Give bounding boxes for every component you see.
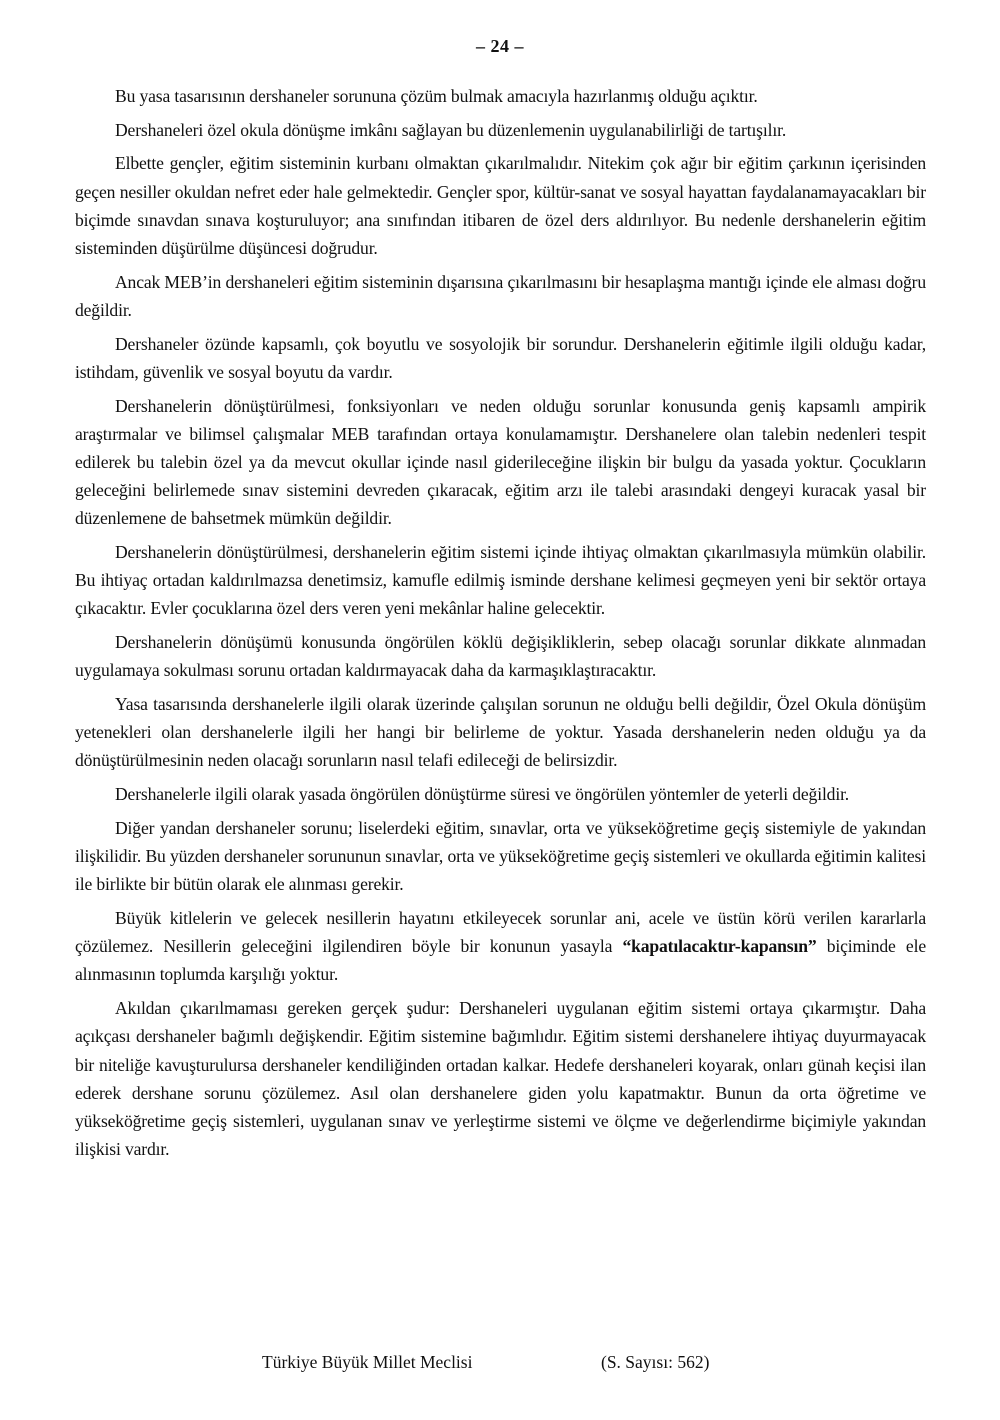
paragraph-with-emphasis — [75, 904, 926, 989]
paragraph: Bu yasa tasarısının dershaneler sorununa çözüm bulmak amacıyla hazırlanmış olduğu açıktır. — [115, 86, 758, 106]
paragraph: Dershaneler özünde kapsamlı, çok boyutlu ve sosyolojik bir sorundur. Dershanelerin eğitimle ilgili olduğu kadar, istihdam, güvenlik ve sosyal boyutu da vardır. — [75, 333, 926, 382]
paragraph: Dershanelerin dönüştürülmesi, fonksiyonları ve neden olduğu sorunlar konusunda geniş kapsamlı ampirik araştırmalar ve bilimsel çalışmalar MEB tarafından ortaya konulamamıştır. Dershanelere olan talebin nedenleri tespit edilerek bu talebin özel ya da mevcut okullar içinde nasıl giderileceğine ilişkin bir bulgu da yasada yoktur. Çocukların geleceğini belirlemede sınav sistemini devreden çıkaracak, eğitim arzı ile talebi arasındaki dengeyi kuracak yasal bir düzenlemene de bahsetmek mümkün değildir. — [75, 395, 926, 529]
document-body — [75, 82, 926, 1169]
paragraph: Diğer yandan dershaneler sorunu; liselerdeki eğitim, sınavlar, orta ve yükseköğretime geçiş sistemiyle de yakından ilişkilidir. Bu yüzden dershaneler sorununun sınavlar, orta ve yükseköğretime geçiş sistemleri ve okullarda eğitimin kalitesi ile birlikte bir bütün olarak ele alınması gerekir. — [75, 817, 926, 895]
paragraph: Dershanelerin dönüştürülmesi, dershanelerin eğitim sistemi içinde ihtiyaç olmaktan çıkarılmasıyla mümkün olabilir. Bu ihtiyaç ortadan kaldırılmazsa denetimsiz, kamufle edilmiş isminde dershane kelimesi geçmeyen yeni bir sektör ortaya çıkacaktır. Evler çocuklarına özel ders veren yeni mekânlar haline gelecektir. — [75, 542, 926, 619]
page-number: – 24 – — [476, 36, 524, 56]
paragraph: Ancak MEB’in dershaneleri eğitim sisteminin dışarısına çıkarılmasını bir hesaplaşma mantığı içinde ele alması doğru değildir. — [75, 271, 926, 320]
paragraph: Elbette gençler, eğitim sisteminin kurbanı olmaktan çıkarılmalıdır. Nitekim çok ağır bir eğitim çarkının içerisinden geçen nesiller okuldan nefret eder hale gelmektedir. Gençler spor, kültür-sanat ve sosyal hayattan faydalanamayacakları bir biçimde sınavdan sınava koşturuluyor; ana sınıfından itibaren de özel ders aldırılıyor. Bu nedenle dershanelerin eğitim sisteminden düşürülme düşüncesi doğrudur. — [75, 153, 926, 259]
paragraph: Dershaneleri özel okula dönüşme imkânı sağlayan bu düzenlemenin uygulanabilirliği de tartışılır. — [115, 119, 787, 140]
paragraph-text: biçiminde ele alınmasının toplumda karşılığı yoktur. — [75, 936, 926, 985]
paragraph: Akıldan çıkarılmaması gereken gerçek şudur: Dershaneleri uygulanan eğitim sistemi ortaya çıkarmıştır. Daha açıkçası dershaneler bağımlı değişkendir. Eğitim sistemine bağımlıdır. Eğitim sistemi dershanelere ihtiyaç duyurmayacak bir niteliğe kavuşturulursa dershaneler kendiliğinden ortadan kalkar. Hedefe dershaneleri koyarak, onları günah keçisi ilan ederek dershane sorunu çözülemez. Asıl olan dershanelere giden yolu kapatmaktır. Bunun da orta öğretime ve yükseköğretime geçiş sistemleri, uygulanan sınav ve yerleştirme sistemi ve ölçme ve değerlendirme biçimiyle yakından ilişkisi vardır. — [75, 998, 926, 1160]
footer-institution: Türkiye Büyük Millet Meclisi — [262, 1352, 473, 1372]
emphasized-quote: “kapatılacaktır-kapansın” — [622, 936, 817, 957]
paragraph: Dershanelerin dönüşümü konusunda öngörülen köklü değişikliklerin, sebep olacağı sorunlar dikkate alınmadan uygulamaya sokulması sorunu ortadan kaldırmayacak daha da karmaşıklaştıracaktır. — [75, 632, 926, 681]
paragraph: Dershanelerle ilgili olarak yasada öngörülen dönüştürme süresi ve öngörülen yöntemler de yeterli değildir. — [115, 784, 850, 805]
paragraph-text: Büyük kitlelerin ve gelecek nesillerin hayatını etkileyecek sorunlar ani, acele ve üstün körü verilen kararlarla çözülemez. Nesillerin geleceğini ilgilendiren böyle bir konunun yasayla — [75, 907, 926, 957]
footer-issue-number: (S. Sayısı: 562) — [601, 1352, 710, 1372]
paragraph: Yasa tasarısında dershanelerle ilgili olarak üzerinde çalışılan sorunun ne olduğu belli değildir, Özel Okula dönüşüm yetenekleri olan dershanelerle ilgili her hangi bir belirleme de yoktur. Yasada dershanelerin neden olduğu ya da dönüştürülmesinin neden olacağı sorunların nasıl telafi edileceği de belirsizdir. — [75, 694, 926, 771]
